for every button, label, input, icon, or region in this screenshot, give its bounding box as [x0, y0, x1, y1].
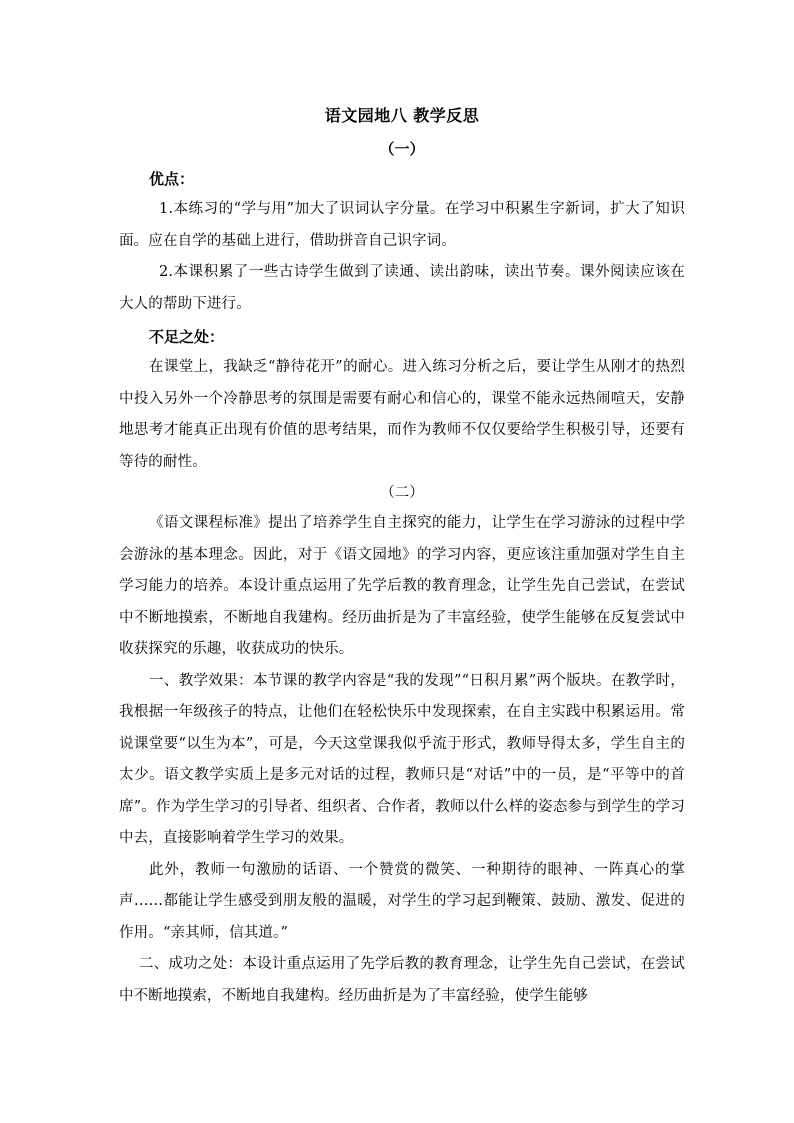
shortcomings-paragraph: 在课堂上，我缺乏“静待花开”的耐心。进入练习分析之后，要让学生从刚才的热烈中投入另外一个冷静思考的氛围是需要有耐心和信心的，课堂不能永远热闹喧天，安静地思考才能真正出现有价值的思考结果，而作为教师不仅仅要给学生积极引导，还要有等待的耐性。	[119, 359, 685, 470]
teaching-effect-paragraph: 一、教学效果：本节课的教学内容是“我的发现”“日积月累”两个版块。在教学时，我根据一年级孩子的特点，让他们在轻松快乐中发现探索，在自主实践中积累运用。常说课堂要“以生为本”，可是，今天这堂课我似乎流于形式，教师导得太多，学生自主的太少。语文教学实质上是多元对话的过程，教师只是“对话”中的一员，是“平等中的首席”。作为学生学习的引导者、组织者、合作者，教师以什么样的姿态参与到学生的学习中去，直接影响着学生学习的效果。	[119, 672, 685, 846]
advantage-paragraph-2: 2.本课积累了一些古诗学生做到了读通、读出韵味，读出节奏。课外阅读应该在大人的帮助下进行。	[119, 264, 685, 312]
encouragement-paragraph: 此外，教师一句激励的话语、一个赞赏的微笑、一种期待的眼神、一阵真心的掌声……都能让学生感受到朋友般的温暖，对学生的学习起到鞭策、鼓励、激发、促进的作用。“亲其师，信其道。”	[119, 861, 685, 941]
part-two-label: （二）	[380, 485, 424, 501]
advantages-heading: 优点：	[149, 170, 195, 188]
success-paragraph: 二、成功之处：本设计重点运用了先学后教的教育理念，让学生先自己尝试，在尝试中不断地摸索，不断地自我建构。经历曲折是为了丰富经验，使学生能够	[119, 956, 685, 1004]
advantage-paragraph-1: 1.本练习的“学与用”加大了识词认字分量。在学习中积累生字新词，扩大了知识面。应在自学的基础上进行，借助拼音自己识字词。	[119, 201, 685, 249]
document-page	[119, 104, 685, 1012]
shortcomings-heading: 不足之处：	[149, 328, 225, 346]
part-one-label: （一）	[379, 140, 425, 158]
document-title: 语文园地八 教学反思	[324, 106, 480, 125]
part-two-paragraph-1: 《语文课程标准》提出了培养学生自主探究的能力，让学生在学习游泳的过程中学会游泳的基本理念。因此，对于《语文园地》的学习内容，更应该注重加强对学生自主学习能力的培养。本设计重点运用了先学后教的教育理念，让学生先自己尝试，在尝试中不断地摸索，不断地自我建构。经历曲折是为了丰富经验，使学生能够在反复尝试中收获探究的乐趣，收获成功的快乐。	[119, 515, 685, 657]
